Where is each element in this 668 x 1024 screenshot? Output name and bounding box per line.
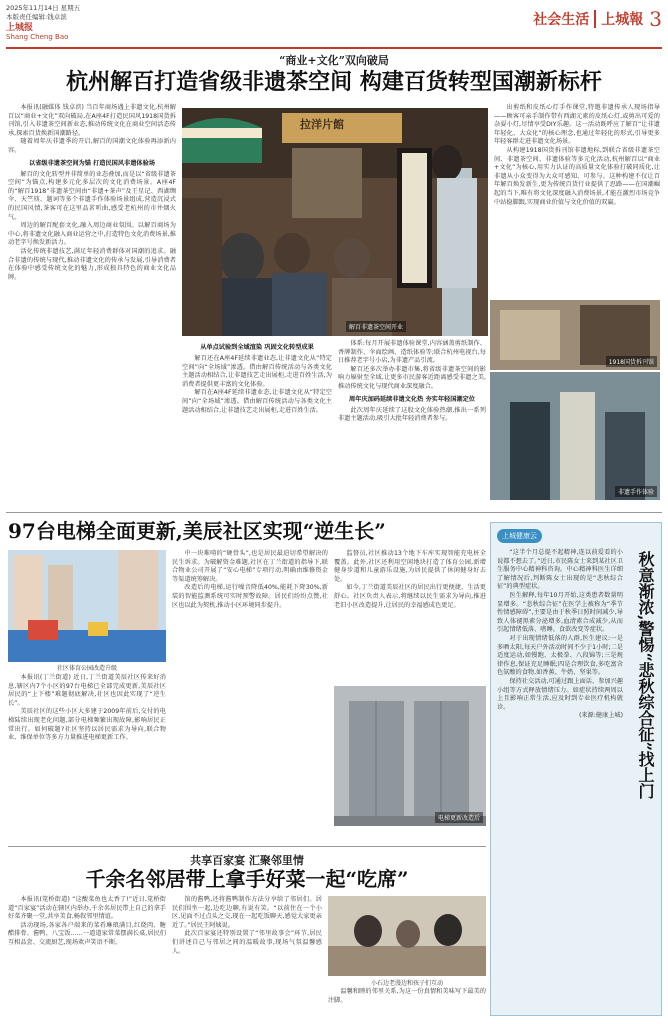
article2-paragraph: 美辰社区的这些小区大多建于2009年前后,交付的电梯陆续出现老化问题,部分电梯频繁出现故障,影响居民正常出行。如何破题?社区坚持以居民需求为导向,联合物业、维保单位等多方力量推进电梯更新工作。 (8, 708, 166, 742)
sidebar-vertical-title: 秋意渐浓,警惕“悲秋综合征”找上门 (636, 551, 655, 799)
article1-paragraph: 活化传统非遗技艺,满足年轻消费群体对国潮的追求。融合非遗的传统与现代,推动非遗文化的传承与发展,引导消费者在体验中感受传统文化的魅力,形成独具特色的商业文化品牌。 (8, 247, 176, 281)
article1-paragraph: 出剪纸和皮纸心灯手作课堂,特邀非遗传承人现场指导——顾客可亲手制作带有西湖元素的皮纸心灯,或剪出可爱的杂耍小灯,尽情享受DIY乐趣。这一活动既呼应了解百“让非遗年轻化、大众化”的核心理念,也通过年轻化的形式,引导更多年轻客群走进非遗文化场景。 (494, 104, 660, 146)
section-divider (594, 10, 596, 28)
article1-column-3 (338, 340, 486, 508)
paper-logo: 上城報 (601, 12, 644, 28)
article3-column-1 (8, 896, 166, 1016)
inset2-caption: 非遗手作体验 (615, 486, 657, 497)
article3-kicker: 共享百家宴 汇聚邻里情 (190, 854, 304, 867)
article1-subheading-1: 以省级非遗茶空间为锚 打造民国风非遗体验场 (29, 159, 155, 167)
article2-column-3 (334, 550, 486, 680)
article2-caption-2: 电梯更新改造后 (435, 812, 483, 823)
article1-paragraph: 此次周年庆延续了这股文化体验热潮,推出一系列非遗主题活动,吸引大批年轻消费者参与。 (338, 406, 486, 423)
header-rule (6, 47, 662, 49)
sidebar-body (497, 549, 623, 1009)
article1-kicker: “商业+文化”双向破局 (279, 54, 389, 67)
article2-column-2 (172, 550, 328, 840)
article2-headline: 97台电梯全面更新,美辰社区实现“逆生长” (8, 519, 386, 543)
article1-paragraph: 本报讯(融媒体 钱卓滨) 当百年商场遇上非遗文化,杭州解百以“商业+文化”双向破局,在A座4F打造民国风1918国货拆刊馆,引入非遗茶空间新业态,推动传统文化在商业空间活态传承,探索百货焕新国潮路径。 (8, 104, 176, 137)
article3-paragraph: 本报讯(笕桥街道) “这酸菜鱼也太香了!”近日,笕桥街道“百家宴”活动在辖区内举办,千余名居民带上自己的拿手好菜齐聚一堂,共享美食,畅叙邻里情谊。 (8, 896, 166, 921)
article1-paragraph: 解百还在A座4F延续非遗业态,让非遗文化从“特定空间”向“全场域”渗透。借由解百传统活动与各类文化主题活动相结合,让非遗技艺走出展柜,走进百姓生活,为消费者提供更丰富的文化体验。 (182, 355, 332, 388)
sidebar-paragraph: “这半个月总提不起精神,连以前爱看的小说都不想去了。”近日,市民陈女士来到某社区卫生服务中心精神科咨询。中心精神科医生详细了解情况后,判断陈女士出现的是“悲秋综合征”的典型症状。 (497, 549, 623, 591)
tea-space-illustration (182, 108, 488, 336)
sidebar-paragraph: 对于出现情绪低落的人群,医生建议:一是多晒太阳,每天户外活动时间不少于1小时;二是适度运动,如慢跑、太极拳、八段锦等;三是规律作息,保证充足睡眠;四是合理饮食,多吃富含色氨酸的食物,如香蕉、牛奶、坚果等。 (497, 634, 623, 677)
article2-paragraph: 中一块难啃的“硬骨头”,也是居民最迫切希望解决的民生诉求。为破解资金难题,社区在丁兰街道的指导下,联合物业公司开展了“安心电梯”专项行动,明确由维修资金等渠道统筹解决。 (172, 550, 328, 583)
inset-illustration-2 (490, 372, 660, 500)
issue-date: 2025年11月14日 (6, 4, 59, 12)
article3-headline: 千余名邻居带上拿手好菜一起“吃席” (85, 867, 409, 891)
inset1-caption: 1918国货拆刊馆 (606, 356, 657, 367)
page-number: 3 (649, 7, 662, 31)
article1-paragraph: 随着周年庆非遗季的开启,解百的国潮文化体验再添新内容。 (8, 138, 176, 154)
issue-weekday: 星期五 (60, 4, 81, 12)
community-park-illustration (8, 550, 166, 662)
section-divider-1 (6, 512, 662, 513)
article1-main-photo (182, 108, 488, 336)
article1-column-2 (182, 340, 332, 508)
section-name: 社会生活 (533, 12, 590, 28)
paper-name: 上城报 (6, 23, 34, 33)
article1-main-caption: 解百非遗茶空间开业 (346, 321, 406, 332)
article3-paragraph: 此次百家宴还特别设置了“邻里故事会”环节,居民们讲述自己与邻居之间的温暖故事,现场气氛温馨感人。 (172, 930, 322, 955)
article2-paragraph: 监督员,社区推动13个地下车库实现智能充电桩全覆盖。此外,社区还利用空闲地块打造了体育公园,新增健身步道和儿童游乐设施,为居民提供了休闲健身好去处。 (334, 550, 486, 583)
article3-column-2 (172, 896, 322, 1016)
section-header (533, 4, 662, 34)
sidebar-source: (来源:健康上城) (578, 712, 623, 720)
article1-column-4 (494, 104, 660, 296)
article1-paragraph: 解百在A座4F延续非遗业态,让非遗文化从“特定空间”向“全场域”渗透。借由解百传统活动与各类文化主题活动相结合,让非遗技艺走出展柜,走进百姓生活。 (182, 389, 332, 414)
elevator-illustration (334, 686, 486, 826)
article2-paragraph: 如今,丁兰街道美辰社区的居民出行更便捷、生活更舒心。社区负责人表示,将继续以民生需求为导向,推进老旧小区改造提升,让居民的幸福感成色更足。 (334, 584, 486, 609)
masthead-info (6, 4, 80, 42)
sidebar-paragraph: 保持社交活动,可通过跟上面话、参加兴趣小组等方式释放情绪压力。如症状持续两周以上且影响正常生活,应及时到专业医疗机构就诊。 (497, 677, 623, 711)
article2-caption-1: 社区体育公园改造升级 (56, 665, 117, 672)
sidebar-tag: 上城健康云 (497, 529, 542, 543)
page-editor: 本版责任编辑:钱卓滨 (6, 13, 67, 21)
article2-photo-1 (8, 550, 166, 672)
article3-paragraph: 馆的酱鸭,还将酱鸭制作方法分享给了邻居们。居民们围坐一起,边吃边聊,有说有笑。“以前住在一个小区,见面不过点头之交,现在一起吃饭聊天,感觉大家更亲近了。”居民王阿姨说。 (172, 896, 322, 929)
article3-photo (328, 896, 486, 976)
article1-paragraph: 从构建1918国货拆刊馆非遗地标,到联合省级非遗茶空间、非遗茶空间、非遗体验等多元化活动,杭州解百以“商业+文化”为核心,用实力认证的高质量文化体验打破同质化,让非遗从小众变得为大众可感知、可参与。这种构建不仅让百年解百焕发新生,更为传统百货行业提供了思路——在国潮崛起的当下,唯有将文化深度融入消费场景,才能在激烈市场竞争中站稳脚跟,实现商业价值与文化价值的双赢。 (494, 146, 660, 206)
article2-photo-2 (334, 686, 486, 826)
article2-paragraph: 本报讯(丁兰街道) 近日,丁兰街道美辰社区传来好消息,辖区内7个小区的97台电梯已全部完成更新,美辰社区居民的“上下楼”难题彻底解决,社区也因此实现了“逆生长”。 (8, 674, 166, 707)
article1-paragraph: 解百的文化转型并非简单的业态叠加,而是以“省级非遗茶空间”为锚点,构建多元化多层次的文化消费场景。A座4F的“解百1918”非遗茶空间由“非遗+茶声”及王星记、西湖绸伞、天竺筷、题词等多个非遗手作体验场景组成,营造沉浸式的民国风情,茶客可在这里品茗听曲,感受老杭州的市井烟火气。 (8, 170, 176, 221)
article1-headline: 杭州解百打造省级非遗茶空间 构建百货转型国潮新标杆 (66, 69, 602, 95)
shop-sign: 拉洋片館 (300, 118, 344, 131)
article3-column-3 (328, 988, 486, 1016)
article1-subheading-2: 从单点试验到全域渲染 巩固文化转型成果 (200, 344, 314, 351)
article2-paragraph: 改造后的电梯,运行噪音降低40%,能耗下降30%,新装的智能监测系统可实时预警故障。居民们纷纷点赞,社区也以此为契机,推动小区环境同步提升。 (172, 584, 328, 609)
article3-caption: 小石边老漫边和孩子们互动 (370, 980, 443, 987)
article3-paragraph: 温馨和睦的邻里关系,为这一份真情和美味写下最美的注脚。 (328, 988, 486, 1004)
article1-paragraph: 解百还多次举办非遗市集,将省级非遗茶空间的影响力辐射至全域,让更多市民游客近距离感受非遗之美,推动传统文化与现代商业深度融合。 (338, 365, 486, 390)
article3-paragraph: 活动现场,各家各户端来的菜肴琳琅满目,红烧肉、糖醋排骨、酱鸭、八宝饭……一道道家常菜摆满长桌,居民们互相品尝、交流厨艺,现场欢声笑语不断。 (8, 921, 166, 946)
paper-pinyin: Shang Cheng Bao (6, 33, 69, 41)
banquet-illustration (328, 896, 486, 976)
sidebar-paragraph: 医生解释,每年10月开始,这类患者数量明显增多。“悲秋综合征”在医学上被称为“季节性情感障碍”,主要是由于秋季日照时间减少,导致人体褪黑素分泌增多,血清素合成减少,从而引起情绪低落、嗜睡、食欲改变等症状。 (497, 591, 623, 634)
article2-column-1 (8, 674, 166, 840)
article1-paragraph: 周边的解百配套文化,融入周边商业氛围。以解百商场为中心,将非遗文化融入商业运营之中,打造特色文化消费场景,推动老字号焕发新活力。 (8, 222, 176, 247)
article1-inset-photo-2 (490, 372, 660, 500)
article1-subheading-3: 周年庆加码延续非遗文化热 夯实年轻国潮定位 (349, 395, 475, 403)
section-divider-2 (8, 846, 486, 847)
article1-paragraph: 体系:每月开展非遗体验课堂,内容涵盖剪纸制作、香牌制作、伞面绘画、造纸体验等;联合杭州电视台,每日推荐老字号小店,为非遗产品引流。 (338, 340, 486, 365)
health-sidebar (490, 522, 662, 1016)
article1-column-1 (8, 104, 176, 508)
article1-inset-photo-1 (490, 300, 660, 370)
